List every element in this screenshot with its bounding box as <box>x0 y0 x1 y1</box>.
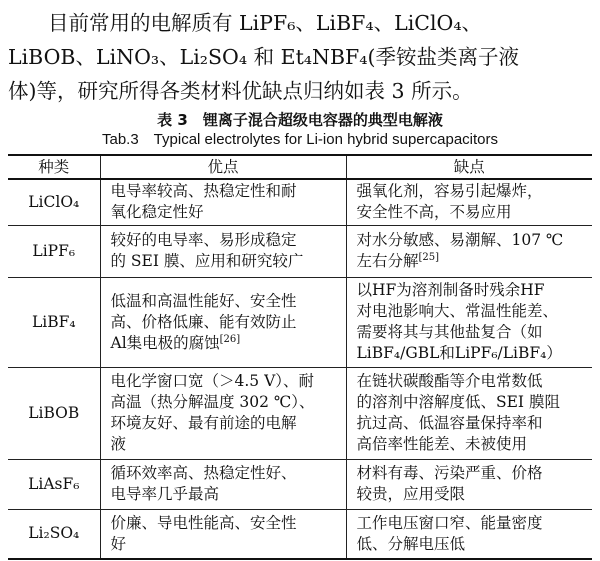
disadvantages-cell <box>346 225 592 277</box>
disadvantages-text: 对水分敏感、易潮解、107 ℃ 左右分解 <box>356 231 564 270</box>
disadvantages-text: 在链状碳酸酯等介电常数低 的溶剂中溶解度低、SEI 膜阻 抗过高、低温容量保持率和 高倍率性能差、未被使用 <box>356 372 560 453</box>
disadvantages-cell <box>346 459 592 509</box>
disadvantages-text: 强氧化剂，容易引起爆炸， 安全性不高，不易应用 <box>356 182 543 222</box>
electrolyte-name: LiBF₄ <box>8 277 100 367</box>
advantages-text: 低温和高温性能好、安全性 高、价格低廉、能有效防止 Al集电极的腐蚀 <box>110 291 297 352</box>
table-row <box>8 509 592 559</box>
disadvantages-cell <box>346 367 592 459</box>
advantages-text: 价廉、导电性能高、安全性 好 <box>110 513 297 553</box>
header-advantages: 优点 <box>100 155 346 179</box>
reference-marker: [25] <box>418 251 440 263</box>
electrolyte-name: LiClO₄ <box>8 179 100 225</box>
electrolyte-name: Li₂SO₄ <box>8 509 100 559</box>
disadvantages-text: 材料有毒、污染严重、价格 较贵，应用受限 <box>356 464 543 503</box>
advantages-cell <box>100 367 346 459</box>
table-caption-english: Tab.3 Typical electrolytes for Li-ion hybrid supercapacitors <box>101 131 498 148</box>
header-disadvantages: 缺点 <box>346 155 592 179</box>
advantages-cell <box>100 179 346 225</box>
advantages-cell <box>100 459 346 509</box>
disadvantages-cell <box>346 179 592 225</box>
reference-marker: [26] <box>219 333 241 345</box>
advantages-text: 较好的电导率、易形成稳定 的 SEI 膜、应用和研究较广 <box>110 231 304 270</box>
advantages-text: 循环效率高、热稳定性好、 电导率几乎最高 <box>110 464 297 503</box>
table-caption-chinese: 表 3 锂离子混合超级电容器的典型电解液 <box>157 111 443 129</box>
electrolyte-name: LiBOB <box>8 367 100 459</box>
disadvantages-text: 以HF为溶剂制备时残余HF 对电池影响大、常温性能差、 需要将其与其他盐复合（如 LiBF₄/GBL和LiPF₆/LiBF₄） <box>356 281 562 362</box>
intro-paragraph <box>8 6 592 108</box>
intro-line-3: 体)等，研究所得各类材料优缺点归纳如表 3 所示。 <box>8 79 473 103</box>
table-header-row <box>8 155 592 179</box>
electrolyte-name: LiPF₆ <box>8 225 100 277</box>
intro-line-2: LiBOB、LiNO₃、Li₂SO₄ 和 Et₄NBF₄(季铵盐类离子液 <box>8 45 519 69</box>
table-row <box>8 459 592 509</box>
advantages-cell <box>100 277 346 367</box>
electrolyte-name: LiAsF₆ <box>8 459 100 509</box>
table-row <box>8 367 592 459</box>
table-row <box>8 277 592 367</box>
advantages-cell <box>100 509 346 559</box>
advantages-text: 电导率较高、热稳定性和耐 氧化稳定性好 <box>110 182 297 222</box>
advantages-text: 电化学窗口宽（＞4.5 V）、耐 高温（热分解温度 302 ℃）、 环境友好、最有前途的电解 液 <box>110 372 315 453</box>
advantages-cell <box>100 225 346 277</box>
disadvantages-cell <box>346 509 592 559</box>
header-type: 种类 <box>8 155 100 179</box>
electrolyte-table <box>8 154 592 560</box>
table-row <box>8 225 592 277</box>
disadvantages-text: 工作电压窗口窄、能量密度 低、分解电压低 <box>356 513 543 553</box>
disadvantages-cell <box>346 277 592 367</box>
table-row <box>8 179 592 225</box>
intro-line-1: 目前常用的电解质有 LiPF₆、LiBF₄、LiClO₄、 <box>48 11 483 35</box>
